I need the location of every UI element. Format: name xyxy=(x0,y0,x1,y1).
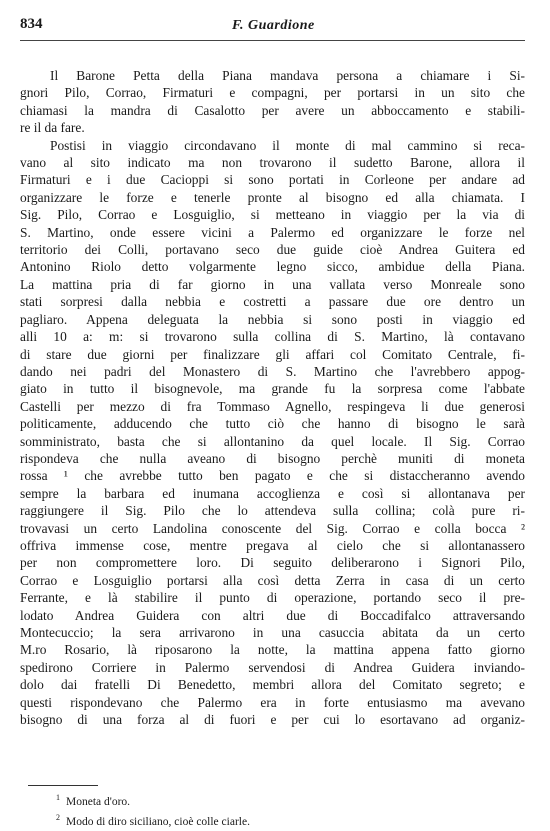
text-line: M.ro Rosario, là riposarono la notte, la mattina appena fatto giorno xyxy=(20,642,525,658)
paragraph xyxy=(20,137,525,729)
footnote xyxy=(56,810,250,830)
text-line: offriva immense cose, mentre pregava al cielo che si allontanassero xyxy=(20,537,525,553)
text-line: giato in tutto il bisognevole, ma grande fu la sorpresa come l'abbate xyxy=(20,381,525,397)
text-line: re il da fare. xyxy=(20,120,85,136)
text-line: Postisi in viaggio circondavano il monte di mal cammino si reca- xyxy=(50,137,525,153)
text-line: pagliaro. Appena deleguata la nebbia si sono posti in viaggio ed xyxy=(20,311,525,327)
text-line: rispondeva che nulla aveano di bisogno perchè muniti di moneta xyxy=(20,450,525,466)
text-line: alli 10 a: m: si trovarono sulla collina di S. Martino, là contavano xyxy=(20,329,525,345)
text-line: vano al sito indicato ma non trovarono il sudetto Barone, allora il xyxy=(20,155,525,171)
text-line: questi rispondevano che Palermo era in forte entusiasmo ma avevano xyxy=(20,694,525,710)
text-line: sempre la barbara ed inumana accoglienza e così si allontanava per xyxy=(20,485,525,501)
text-line: Castelli per mezzo di fra Tommaso Agnello, respingeva li due generosi xyxy=(20,398,525,414)
text-line: trovavasi un certo Landolina conoscente del Sig. Corrao e colla bocca ² xyxy=(20,520,525,536)
text-line: La mattina pria di far giorno in una vallata verso Monreale sono xyxy=(20,276,525,292)
text-line: stati sorpresi dalla nebbia e costretti a passare due ore dentro un xyxy=(20,294,525,310)
text-line: di stare due giorni per finalizzare gli affari col Comitato Centrale, fi- xyxy=(20,346,525,362)
text-line: gnori Pilo, Corrao, Firmaturi e compagni, per portarsi in un sito che xyxy=(20,85,525,101)
text-line: dolo dai fratelli Di Benedetto, membri allora del Comitato segreto; e xyxy=(20,677,525,693)
footnotes xyxy=(56,790,250,830)
text-line: Firmaturi e i due Cacioppi si sono portati in Corleone per andare ad xyxy=(20,172,525,188)
text-line: Il Barone Petta della Piana mandava persona a chiamare i Si- xyxy=(50,68,525,83)
text-line: raggiungere il Sig. Pilo che lo attendeva sulla collina; colà pure ri- xyxy=(20,503,525,519)
footnote-rule xyxy=(28,785,98,786)
paragraph xyxy=(20,67,525,137)
footnote-mark: 2 xyxy=(56,812,60,822)
footnote xyxy=(56,790,250,810)
text-line: politicamente, adducendo che tutto ciò che hanno di bisogno le sarà xyxy=(20,416,525,432)
page-number: 834 xyxy=(20,16,43,32)
body-text xyxy=(20,67,525,728)
text-line: Corrao e Losguiglio portarsi alla così detta Zerra in casa di un certo xyxy=(20,572,525,588)
page xyxy=(20,14,525,728)
text-line: somministrato, basta che si allontanino da quel locale. Il Sig. Corrao xyxy=(20,433,525,449)
text-line: dando nei padri del Monastero di S. Martino che l'avrebbero appog- xyxy=(20,363,525,379)
text-line: per non compromettere loro. Di seguito deliberarono i Signori Pilo, xyxy=(20,555,525,571)
text-line: rossa ¹ che avrebbe tutto ben pagato e che si distaccheranno avendo xyxy=(20,468,525,484)
text-line: S. Martino, onde essere vicini a Palermo ed organizzare le forze nel xyxy=(20,224,525,240)
text-line: Sig. Pilo, Corrao e Losguiglio, si metteano in viaggio per la via di xyxy=(20,207,525,223)
text-line: territorio dei Colli, portavano seco due guide cioè Andrea Guitera ed xyxy=(20,242,525,258)
footnote-text: Moneta d'oro. xyxy=(66,795,131,808)
footnote-text: Modo di diro siciliano, cioè colle ciarle. xyxy=(66,815,250,828)
running-head: F. Guardione xyxy=(232,18,315,33)
text-line: spedirono Corriere in Palermo servendosi di Andrea Guidera inviando- xyxy=(20,659,525,675)
text-line: chiamasi la mandra di Casalotto per avere un abboccamento e stabili- xyxy=(20,102,525,118)
text-line: Montecuccio; la sera arrivarono in una casuccia abitata da un certo xyxy=(20,625,525,640)
text-line: lodato Andrea Guidera con altri due di Boccadifalco attraversando xyxy=(20,607,525,623)
text-line: organizzare le forze e tenerle pronte al bisogno ed alla chiamata. I xyxy=(20,189,525,205)
text-line: Antonino Riolo detto volgarmente legno sicco, ambidue della Piana. xyxy=(20,259,525,275)
text-line: Ferrante, e là stabilire il punto di operazione, portando seco il pre- xyxy=(20,590,525,606)
text-line: bisogno di una forza al di fuori e per cui lo esortavano ad organiz- xyxy=(20,712,525,728)
footnote-mark: 1 xyxy=(56,793,60,802)
running-header xyxy=(20,14,525,41)
